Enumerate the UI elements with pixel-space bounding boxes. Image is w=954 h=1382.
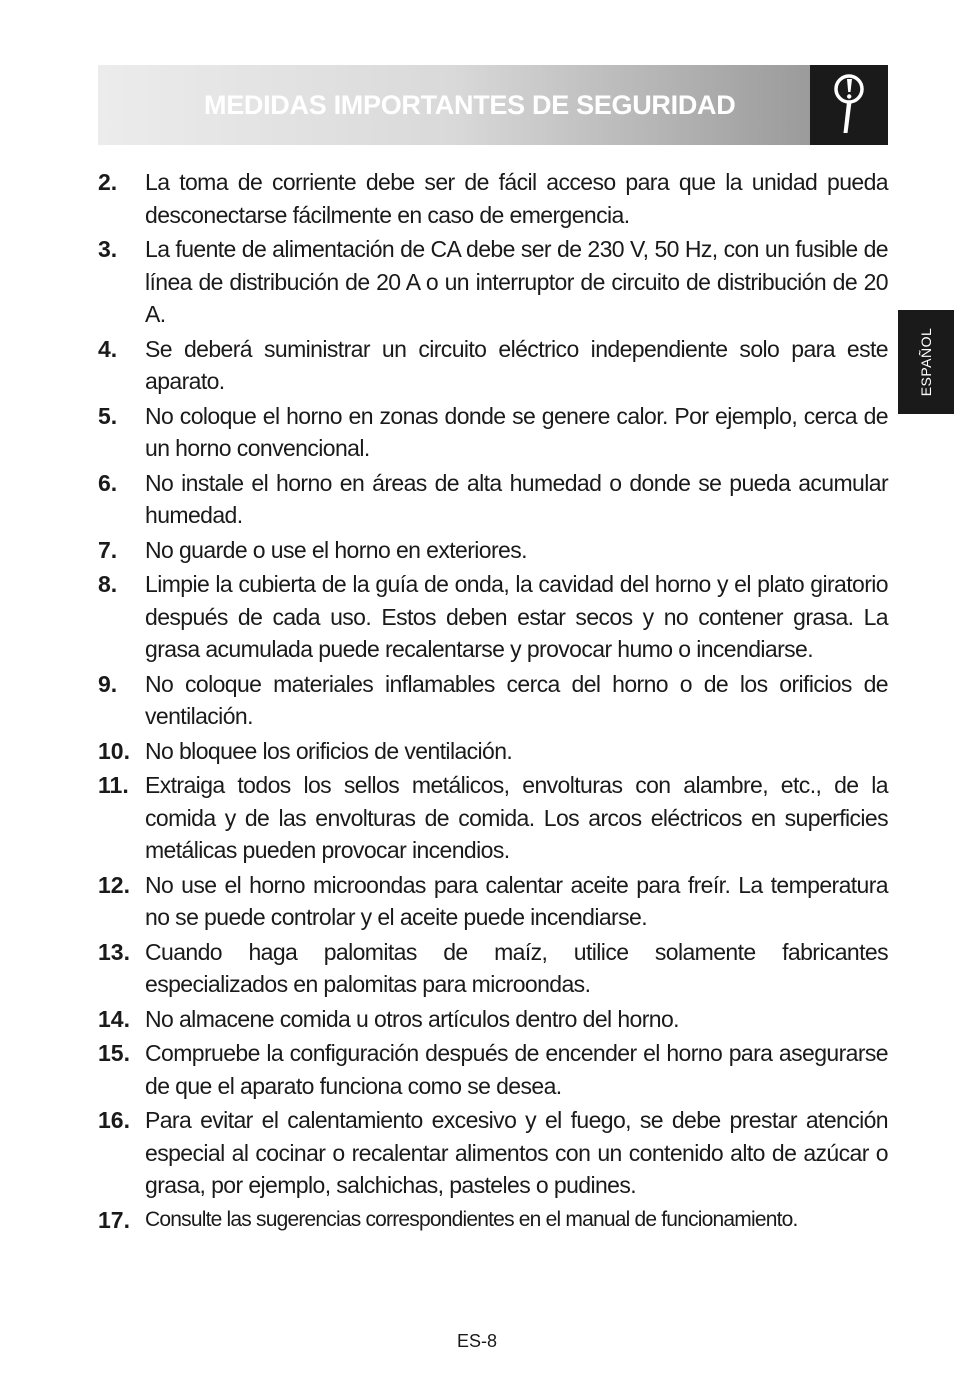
item-text: La toma de corriente debe ser de fácil acceso para que la unidad pueda desconectarse fácilmente en caso de emergencia. — [145, 169, 888, 228]
exclamation-magnifier-icon — [832, 71, 866, 139]
list-item — [98, 936, 888, 1001]
list-item — [98, 233, 888, 331]
item-number: 17. — [98, 1206, 130, 1233]
item-number: 3. — [98, 236, 118, 262]
item-number: 12. — [98, 871, 130, 898]
page-number: ES-8 — [456, 1331, 498, 1351]
item-number: 7. — [98, 536, 118, 563]
item-text: Cuando haga palomitas de maíz, utilice solamente fabricantes especializados en palomitas para microondas. — [145, 938, 888, 997]
item-number: 14. — [98, 1005, 130, 1032]
item-text: Limpie la cubierta de la guía de onda, la cavidad del horno y el plato giratorio después de cada uso. Estos deben estar secos y no contener grasa. La grasa acumulada puede recalentarse y provocar humo o incendiarse. — [145, 571, 888, 662]
list-item — [98, 1037, 888, 1102]
item-text: No coloque el horno en zonas donde se genere calor. Por ejemplo, cerca de un horno convencional. — [145, 402, 888, 461]
item-number: 13. — [98, 938, 130, 965]
item-text: Se deberá suministrar un circuito eléctrico independiente solo para este aparato. — [145, 335, 888, 394]
item-text: La fuente de alimentación de CA debe ser de 230 V, 50 Hz, con un fusible de línea de distribución de 20 A o un interruptor de circuito de distribución de 20 A. — [145, 236, 888, 327]
item-number: 10. — [98, 737, 130, 764]
item-number: 8. — [98, 571, 118, 597]
safety-instructions-list — [98, 166, 888, 1238]
item-text: No use el horno microondas para calentar aceite para freír. La temperatura no se puede controlar y el aceite puede incendiarse. — [145, 871, 888, 930]
language-tab — [898, 310, 954, 414]
list-item — [98, 400, 888, 465]
list-item — [98, 668, 888, 733]
language-label: ESPAÑOL — [918, 327, 934, 397]
header-icon-box — [810, 65, 888, 145]
list-item — [98, 869, 888, 934]
item-number: 2. — [98, 169, 118, 195]
item-number: 15. — [98, 1040, 130, 1066]
section-title: MEDIDAS IMPORTANTES DE SEGURIDAD — [204, 90, 736, 120]
item-text: Extraiga todos los sellos metálicos, envolturas con alambre, etc., de la comida y de las envolturas de comida. Los arcos eléctricos en superficies metálicas pueden provocar incendios. — [145, 772, 888, 863]
item-text: No bloquee los orificios de ventilación. — [145, 737, 513, 764]
item-text: No almacene comida u otros artículos dentro del horno. — [145, 1005, 679, 1032]
item-number: 4. — [98, 335, 118, 362]
item-text: No instale el horno en áreas de alta humedad o donde se pueda acumular humedad. — [145, 469, 888, 528]
list-item — [98, 166, 888, 231]
list-item — [98, 1003, 888, 1036]
item-text: Compruebe la configuración después de encender el horno para asegurarse de que el aparato funciona como se desea. — [145, 1040, 888, 1099]
item-number: 16. — [98, 1107, 130, 1133]
item-number: 5. — [98, 402, 118, 429]
list-item — [98, 735, 888, 768]
list-item — [98, 1104, 888, 1202]
item-number: 6. — [98, 469, 118, 496]
item-text: No coloque materiales inflamables cerca del horno o de los orificios de ventilación. — [145, 670, 888, 729]
list-item — [98, 333, 888, 398]
list-item — [98, 534, 888, 567]
list-item — [98, 467, 888, 532]
item-text: No guarde o use el horno en exteriores. — [145, 536, 527, 563]
section-header — [98, 65, 888, 145]
list-item — [98, 1204, 888, 1237]
list-item — [98, 769, 888, 867]
item-number: 11. — [98, 772, 129, 798]
item-number: 9. — [98, 670, 118, 697]
item-text: Consulte las sugerencias correspondientes en el manual de funcionamiento. — [145, 1207, 798, 1231]
list-item — [98, 568, 888, 666]
item-text: Para evitar el calentamiento excesivo y el fuego, se debe prestar atención especial al cocinar o recalentar alimentos con un contenido alto de azúcar o grasa, por ejemplo, salchichas, pasteles o pudines. — [145, 1107, 888, 1198]
